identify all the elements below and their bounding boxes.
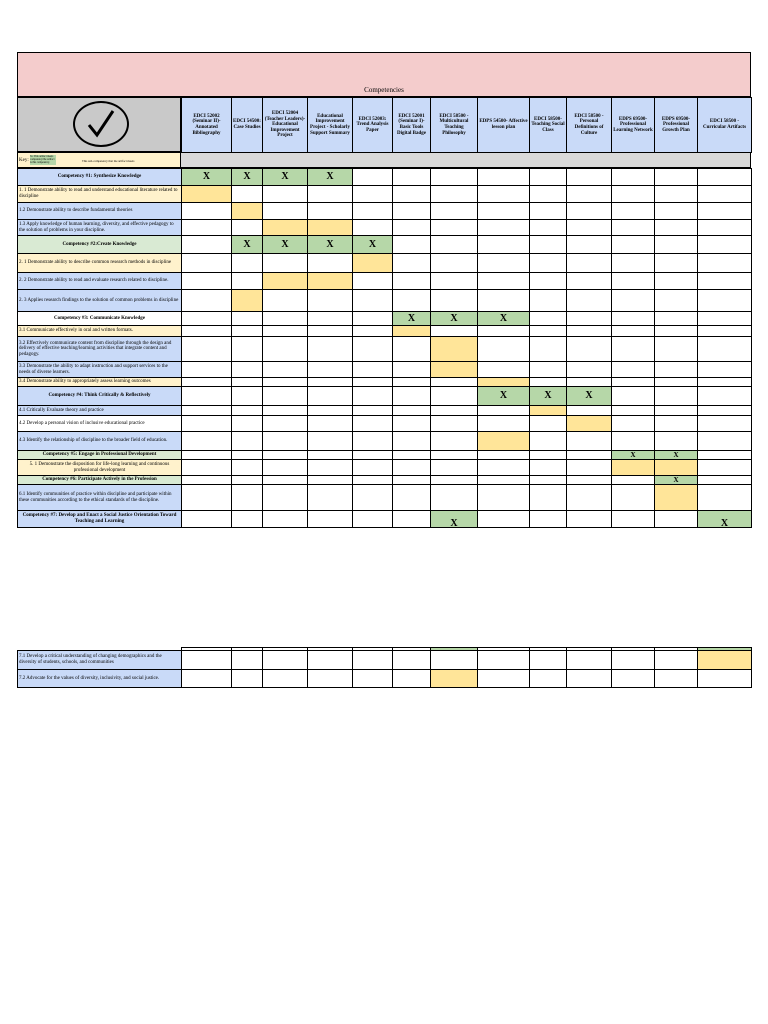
- competency-heading: Competency #3: Communicate Knowledge: [18, 312, 182, 326]
- x-mark: X: [353, 236, 393, 254]
- key-row-fill: [181, 152, 751, 168]
- table-row: [18, 362, 752, 378]
- key-yellow-text: This sub-competency that the artifact meets: [82, 159, 135, 163]
- column-header: Educational Improvement Project - Scholarly Support Summary: [308, 98, 353, 153]
- x-mark: X: [567, 387, 612, 406]
- table-row: [18, 273, 752, 290]
- column-header: EDPS 54500- Affective lesson plan: [478, 98, 530, 153]
- table-row: [18, 651, 752, 670]
- competency-heading: Competency #2:Create Knowledge: [18, 236, 182, 254]
- sub-competency: 1.3 Apply knowledge of human learning, diversity, and effective pedagogy to the solution of problems in your discipline.: [18, 220, 182, 236]
- column-header: EDCI 52004 (Teacher Leaders)- Educational Improvement Project: [263, 98, 308, 153]
- table-row: [18, 406, 752, 416]
- x-mark: X: [478, 312, 530, 326]
- x-mark: X: [182, 169, 232, 186]
- sub-competency: 3.4 Demonstrate ability to appropriately assess learning outcomes: [18, 378, 182, 387]
- x-mark: X: [308, 236, 353, 254]
- column-header-row: [181, 97, 752, 153]
- column-header: EDCI 52002 (Seminar II)- Annotated Bibliography: [182, 98, 232, 153]
- x-mark: X: [698, 511, 752, 528]
- key-legend: [17, 152, 181, 168]
- sub-competency: 3.3 Demonstrate the ability to adapt instruction and support services to the needs of diverse learners.: [18, 362, 182, 378]
- competency-heading: Competency #4: Think Critically & Reflectively: [18, 387, 182, 406]
- sub-competency: 4.1 Critically Evaluate theory and practice: [18, 406, 182, 416]
- column-header: EDCI 58500 - Curricular Artifacts: [698, 98, 752, 153]
- column-header: EDPS 69500- Professional Growth Plan: [655, 98, 698, 153]
- table-row: [18, 203, 752, 220]
- x-mark: X: [393, 312, 431, 326]
- table-row: [18, 460, 752, 476]
- sub-competency: 1.2 Demonstrate ability to describe fundamental theories: [18, 203, 182, 220]
- x-mark: X: [308, 169, 353, 186]
- sub-competency: 4.2 Develop a personal vision of inclusive educational practice: [18, 416, 182, 432]
- table-row: [18, 476, 752, 485]
- column-header: EDCI 54500: Case Studies: [232, 98, 263, 153]
- x-mark: X: [232, 236, 263, 254]
- sub-competency: 6.1 Identify communities of practice within discipline and participate within these communities according to the ethical standards of the discipline.: [18, 485, 182, 511]
- table-row: [18, 220, 752, 236]
- table-row: [18, 451, 752, 460]
- checkmark-logo-icon: [73, 101, 129, 147]
- x-mark: X: [655, 451, 698, 460]
- column-header: EDCI 58500- Teaching Social Class: [530, 98, 567, 153]
- x-mark: X: [655, 476, 698, 485]
- table-row: [18, 337, 752, 362]
- table-row: [18, 485, 752, 511]
- x-mark: X: [431, 312, 478, 326]
- column-header: EDCI 52003: Trend Analysis Paper: [353, 98, 393, 153]
- sub-competency: 4.3 Identify the relationship of discipline to the broader field of education.: [18, 432, 182, 451]
- key-label: Key:: [19, 158, 29, 163]
- table-row: [18, 511, 752, 528]
- sub-competency: 3.2 Effectively communicate content from discipline through the design and delivery of effective teaching/learning activities that integrate content and pedagogy.: [18, 337, 182, 362]
- table-row: [18, 378, 752, 387]
- competency-table: [17, 168, 752, 528]
- column-header: EDCI 58500 - Multicultural Teaching Philosophy: [431, 98, 478, 153]
- key-green-swatch: X= This artifact meets competency/the artifact is this competency.: [30, 155, 55, 164]
- sub-competency: 2. 1 Demonstrate ability to describe common research methods in discipline: [18, 254, 182, 273]
- column-header: EDCI 52001 (Seminar I)- Basic Tools Digital Badge: [393, 98, 431, 153]
- table-row: [18, 326, 752, 337]
- competency-heading: Competency #7: Develop and Enact a Social Justice Orientation Toward Teaching and Learning: [18, 511, 182, 528]
- x-mark: X: [612, 451, 655, 460]
- table-row: [18, 169, 752, 186]
- table-row: [18, 670, 752, 688]
- sub-competency: 3.1 Communicate effectively in oral and written formats.: [18, 326, 182, 337]
- sub-competency: 5. 1 Demonstrate the disposition for life-long learning and continuous professional development: [18, 460, 182, 476]
- table-row: [18, 432, 752, 451]
- sub-competency: 7.1 Develop a critical understanding of changing demographics and the diversity of students, schools, and communities: [18, 651, 182, 670]
- column-header: EDCI 58500 - Personal Definitions of Culture: [567, 98, 612, 153]
- competency-heading: Competency #6: Participate Actively in the Profession: [18, 476, 182, 485]
- sub-competency: 7.2 Advocate for the values of diversity, inclusivity, and social justice.: [18, 670, 182, 688]
- table-row: [18, 236, 752, 254]
- x-mark: X: [263, 169, 308, 186]
- table-row: [18, 416, 752, 432]
- competency-heading: Competency #5: Engage in Professional Development: [18, 451, 182, 460]
- x-mark: X: [478, 387, 530, 406]
- x-mark: X: [431, 511, 478, 528]
- column-header: EDPS 69500- Professional Learning Network: [612, 98, 655, 153]
- x-mark: X: [263, 236, 308, 254]
- table-row: [18, 254, 752, 273]
- sub-competency: 2. 2 Demonstrate ability to read and evaluate research related to discipline.: [18, 273, 182, 290]
- table-row: [18, 186, 752, 203]
- x-mark: X: [530, 387, 567, 406]
- sub-competency: 2. 3 Applies research findings to the solution of common problems in discipline: [18, 290, 182, 312]
- sub-competency: 1. 1 Demonstrate ability to read and understand educational literature related to discipline: [18, 186, 182, 203]
- competency-heading: Competency #1: Synthesize Knowledge: [18, 169, 182, 186]
- x-mark: X: [232, 169, 263, 186]
- competency-table-continued: [17, 647, 752, 688]
- table-row: [18, 290, 752, 312]
- table-row: [18, 312, 752, 326]
- sheet-title: Competencies: [364, 86, 404, 94]
- table-row: [18, 387, 752, 406]
